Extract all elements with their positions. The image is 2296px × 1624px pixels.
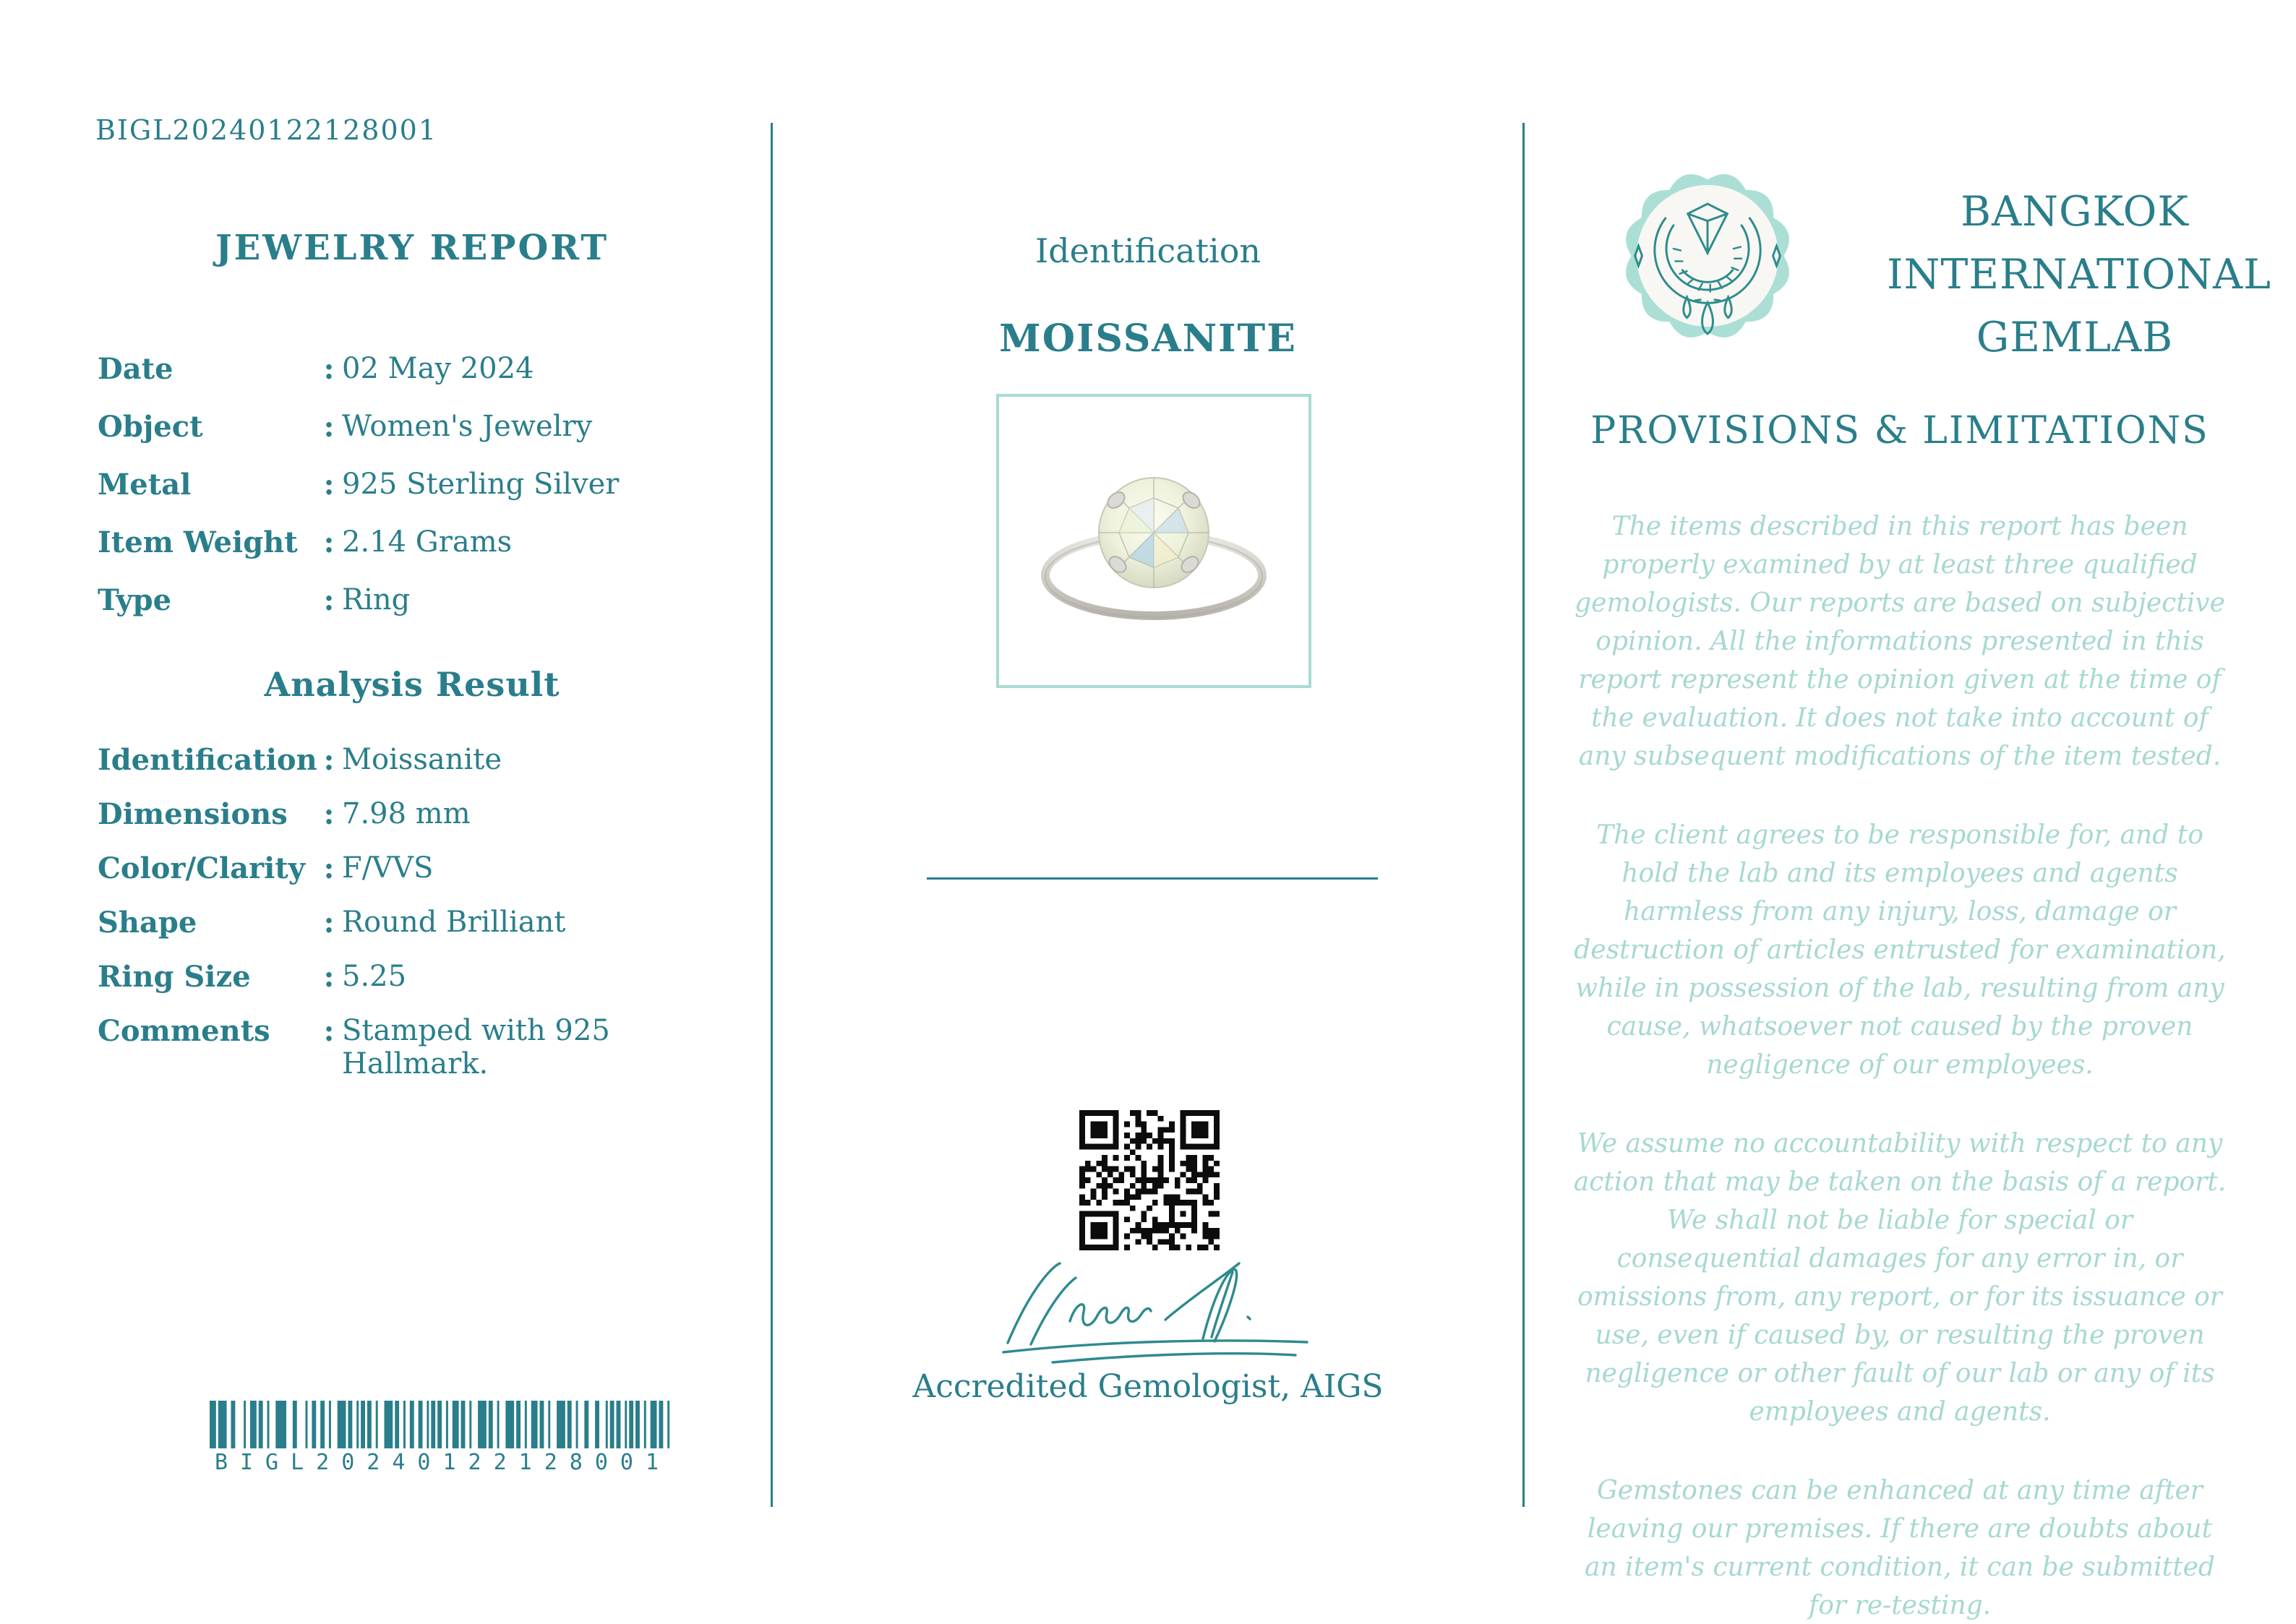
provisions-section [1560,409,2240,1624]
item-details-list [98,352,734,641]
field-row-identification: Identification : Moissanite [98,743,734,797]
field-value: 02 May 2024 [342,352,534,385]
field-label: Shape [98,906,197,940]
field-row-dimensions: Dimensions : 7.98 mm [98,797,734,851]
gem-necklace-badge-icon [1618,165,1797,347]
column-divider-left [771,123,773,1507]
qr-code [1079,1110,1220,1250]
field-label: Dimensions [98,797,288,831]
org-name-line: INTERNATIONAL [1887,251,2272,298]
field-row-metal: Metal : 925 Sterling Silver [98,468,734,525]
field-value: Ring [342,583,411,616]
provisions-paragraph: Gemstones can be enhanced at any time after leaving our premises. If there are doubts about an item's current condition, it can be submitted for re-testing. [1585,1476,2215,1620]
field-row-item-weight: Item Weight : 2.14 Grams [98,525,734,583]
ring-photo-frame [996,394,1311,688]
column-divider-right [1522,123,1525,1507]
field-label: Color/Clarity [98,851,306,885]
signature-divider-line [927,877,1378,880]
provisions-paragraph: The client agrees to be responsible for, and to hold the lab and its employees and agents harmless from any injury, loss, damage or destruction of articles entrusted for examination, while in possession of the lab, resulting from any cause, whatsoever not caused by the proven negligence of our employees. [1574,820,2226,1080]
identification-result: MOISSANITE [999,317,1297,361]
gemologist-signature [980,1249,1327,1372]
field-value: 2.14 Grams [342,525,513,559]
field-label: Object [98,410,203,444]
org-name-line: GEMLAB [1976,314,2174,361]
field-value: Round Brilliant [342,906,566,939]
signature-icon [980,1249,1327,1372]
analysis-result-list [98,743,734,1080]
org-name-line: BANGKOK [1961,188,2189,236]
qr-code-icon [1079,1110,1220,1250]
field-row-type: Type : Ring [98,583,734,641]
field-row-color-clarity: Color/Clarity : F/VVS [98,851,734,906]
field-value: Women's Jewelry [342,410,593,443]
provisions-paragraph: The items described in this report has been properly examined by at least three qualified gemologists. Our reports are based on subjective opinion. All the informations presented in this report represent the opinion given at the time of the evaluation. It does not take into account of any subsequent modifications of the item tested. [1575,512,2225,771]
field-label: Ring Size [98,960,251,994]
field-label: Type [98,583,172,617]
provisions-paragraph: We assume no accountability with respect to any action that may be taken on the basis of a report. We shall not be liable for special or consequential damages for any error in, or omissions from, any report, or for its issuance or use, even if caused by, or resulting the proven negligence or other fault of our lab or any of its employees and agents. [1573,1129,2227,1427]
field-row-shape: Shape : Round Brilliant [98,906,734,960]
gemlab-logo [1618,165,1797,347]
field-row-ring-size: Ring Size : 5.25 [98,960,734,1014]
field-row-comments: Comments : Stamped with 925 Hallmark. [98,1014,734,1068]
report-barcode [210,1401,676,1475]
barcode-icon [210,1401,676,1448]
field-label: Date [98,352,174,386]
field-value: 925 Sterling Silver [342,468,620,501]
gemologist-title: Accredited Gemologist, AIGS [912,1368,1384,1405]
ring-photo [999,397,1308,685]
org-name [1887,181,2272,369]
field-row-date: Date : 02 May 2024 [98,352,734,410]
report-number: BIGL20240122128001 [95,114,437,146]
field-label: Item Weight [98,525,298,559]
field-value: Stamped with 925 Hallmark. [342,1014,610,1080]
provisions-title: PROVISIONS & LIMITATIONS [1590,409,2209,452]
field-value: Moissanite [342,743,502,776]
field-label: Metal [98,468,192,502]
field-label: Identification [98,743,317,777]
report-title: JEWELRY REPORT [215,228,609,268]
identification-heading: Identification [1035,231,1261,270]
analysis-result-title: Analysis Result [264,665,560,704]
field-value: 5.25 [342,960,407,993]
field-label: Comments [98,1014,270,1048]
field-value: 7.98 mm [342,797,471,830]
field-value: F/VVS [342,851,434,885]
barcode-text: BIGL20240122128001 [214,1450,672,1475]
field-row-object: Object : Women's Jewelry [98,410,734,468]
